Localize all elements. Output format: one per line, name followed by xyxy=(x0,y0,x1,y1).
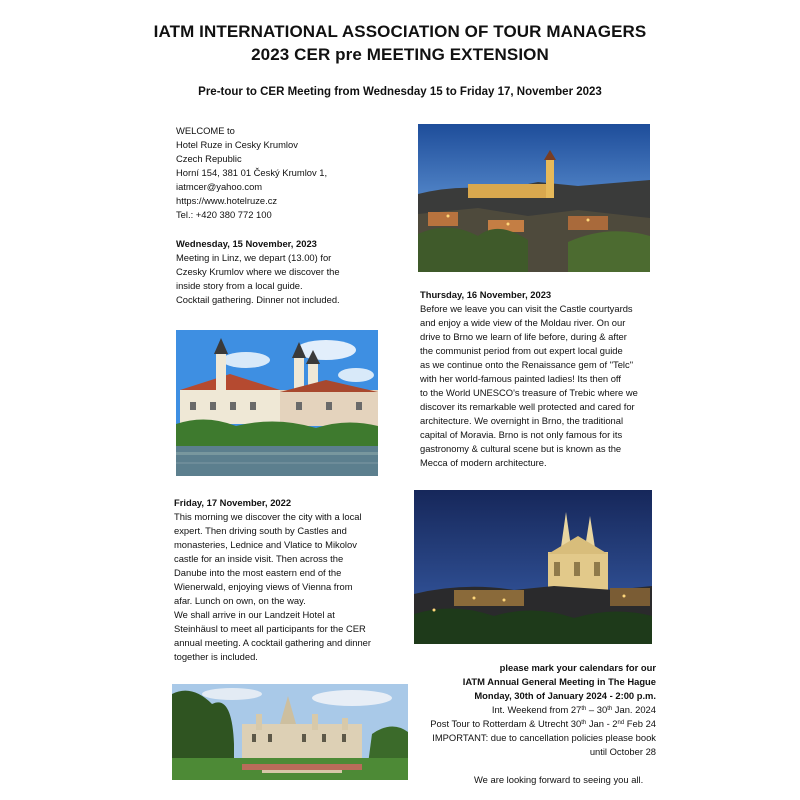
day2-line: to the World UNESCO's treasure of Trebic where we xyxy=(420,387,638,398)
agm-title: IATM Annual General Meeting in The Hague xyxy=(462,676,656,687)
title-line-2: 2023 CER pre MEETING EXTENSION xyxy=(251,45,549,64)
important-note: IMPORTANT: due to cancellation policies please book xyxy=(432,732,656,743)
day1-line: Meeting in Linz, we depart (13.00) for xyxy=(176,252,332,263)
arrival-line: We shall arrive in our Landzeit Hotel at xyxy=(174,609,335,620)
day2-line: Before we leave you can visit the Castle courtyards xyxy=(420,303,633,314)
day2-block xyxy=(420,288,638,470)
day2-line: gastronomy & cultural scene but is known as the xyxy=(420,443,622,454)
arrival-block xyxy=(174,608,371,664)
day3-line: expert. Then driving south by Castles and xyxy=(174,525,347,536)
day3-block xyxy=(174,496,362,608)
day2-line: discover its remarkable well protected and cared for xyxy=(420,401,635,412)
day1-line: Czesky Krumlov where we discover the xyxy=(176,266,340,277)
hotel-phone: Tel.: +420 380 772 100 xyxy=(176,209,272,220)
day2-line: capital of Moravia. Brno is not only famous for its xyxy=(420,429,623,440)
day3-heading: Friday, 17 November, 2022 xyxy=(174,497,292,508)
agm-block xyxy=(412,661,656,759)
day2-heading: Thursday, 16 November, 2023 xyxy=(420,289,552,300)
day2-line: and enjoy a wide view of the Moldau river. On our xyxy=(420,317,626,328)
day2-line: Mecca of modern architecture. xyxy=(420,457,547,468)
hotel-email-link[interactable]: iatmcer@yahoo.com xyxy=(176,181,263,192)
day1-line: inside story from a local guide. xyxy=(176,280,303,291)
welcome-line: WELCOME to xyxy=(176,125,235,136)
telc-photo xyxy=(176,330,378,476)
day1-heading: Wednesday, 15 November, 2023 xyxy=(176,238,317,249)
day3-line: afar. Lunch on own, on the way. xyxy=(174,595,306,606)
day2-line: as we continue onto the Renaissance gem of "Telc" xyxy=(420,359,634,370)
arrival-line: together is included. xyxy=(174,651,258,662)
hotel-address: Horní 154, 381 01 Český Krumlov 1, xyxy=(176,167,328,178)
hotel-website-link[interactable]: https://www.hotelruze.cz xyxy=(176,195,278,206)
hotel-name: Hotel Ruze in Cesky Krumlov xyxy=(176,139,298,150)
day3-line: This morning we discover the city with a local xyxy=(174,511,362,522)
agm-reminder: please mark your calendars for our xyxy=(499,662,656,673)
day2-line: with her world-famous painted ladies! Its then off xyxy=(420,373,621,384)
lednice-castle-photo xyxy=(172,684,408,780)
cesky-krumlov-photo xyxy=(418,124,650,272)
day1-block xyxy=(176,237,340,307)
post-tour-line: Post Tour to Rotterdam & Utrecht 30th Jan - 2nd Feb 24 xyxy=(430,718,656,729)
day2-line: the communist period from out expert local guide xyxy=(420,345,623,356)
day3-line: Danube into the most eastern end of the xyxy=(174,567,342,578)
agm-date: Monday, 30th of January 2024 - 2:00 p.m. xyxy=(474,690,656,701)
arrival-line: Steinhäusl to meet all participants for the CER xyxy=(174,623,366,634)
day3-line: monasteries, Lednice and Vlatice to Mikolov xyxy=(174,539,357,550)
welcome-block xyxy=(176,124,327,222)
day3-line: castle for an inside visit. Then across the xyxy=(174,553,344,564)
int-weekend-line: Int. Weekend from 27th – 30th Jan. 2024 xyxy=(491,704,656,715)
title-line-1: IATM INTERNATIONAL ASSOCIATION OF TOUR MANAGERS xyxy=(153,22,647,41)
booking-deadline: until October 28 xyxy=(589,746,656,757)
day3-line: Wienerwald, enjoying views of Vienna from xyxy=(174,581,353,592)
closing-line: We are looking forward to seeing you all. xyxy=(474,774,644,785)
subtitle: Pre-tour to CER Meeting from Wednesday 15 to Friday 17, November 2023 xyxy=(198,86,602,98)
day2-line: architecture. We overnight in Brno, the traditional xyxy=(420,415,624,426)
arrival-line: annual meeting. A cocktail gathering and dinner xyxy=(174,637,372,648)
day2-line: drive to Brno we learn of life before, during & after xyxy=(420,331,627,342)
hotel-country: Czech Republic xyxy=(176,153,242,164)
brno-cathedral-photo xyxy=(414,490,652,644)
day1-line: Cocktail gathering. Dinner not included. xyxy=(176,294,340,305)
